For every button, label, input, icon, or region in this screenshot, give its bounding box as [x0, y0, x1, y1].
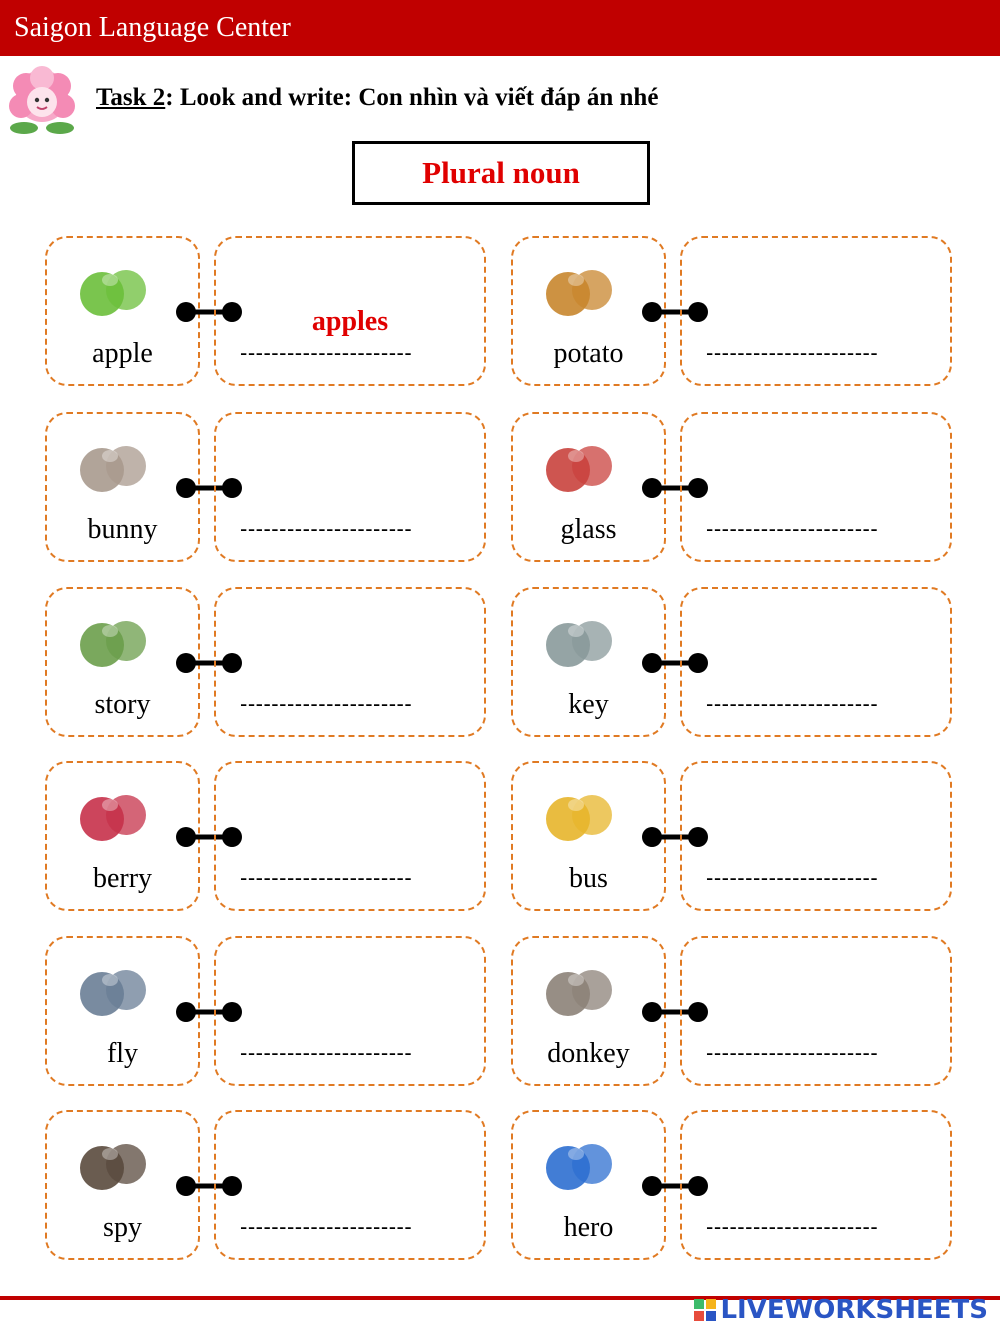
word-label: hero: [563, 1212, 614, 1243]
section-title-box: [352, 141, 650, 205]
answer-card[interactable]: [680, 587, 952, 737]
answer-input-line[interactable]: ----------------------: [240, 340, 413, 365]
answer-input-line[interactable]: ----------------------: [240, 516, 413, 541]
answer-card[interactable]: [680, 761, 952, 911]
flower-mascot-icon: [4, 66, 80, 138]
section-title: Plural noun: [422, 155, 580, 190]
header-bar: [0, 0, 1000, 56]
word-label: key: [568, 689, 609, 720]
keys-icon: [538, 601, 620, 677]
bunnies-icon: [72, 426, 154, 502]
donkeys-icon: [538, 950, 620, 1026]
header-title: Saigon Language Center: [14, 12, 291, 43]
brand-name: LIVEWORKSHEETS: [720, 1295, 988, 1325]
answer-card[interactable]: [680, 412, 952, 562]
word-label: donkey: [547, 1038, 630, 1069]
answer-card[interactable]: [680, 236, 952, 386]
word-label: fly: [106, 1038, 139, 1069]
word-label: bunny: [87, 514, 158, 545]
answer-input-line[interactable]: ----------------------: [240, 1040, 413, 1065]
answer-card[interactable]: [680, 936, 952, 1086]
answer-input-line[interactable]: ----------------------: [706, 865, 879, 890]
answer-card[interactable]: [214, 1110, 486, 1260]
answer-card[interactable]: [214, 236, 486, 386]
buses-icon: [538, 775, 620, 851]
answer-card[interactable]: [214, 761, 486, 911]
berries-icon: [72, 775, 154, 851]
apples-icon: [72, 250, 154, 326]
answer-input-line[interactable]: ----------------------: [706, 1040, 879, 1065]
spy-icon: [72, 1124, 154, 1200]
answer-input-line[interactable]: ----------------------: [706, 340, 879, 365]
word-label: bus: [569, 863, 608, 894]
answer-input-line[interactable]: ----------------------: [240, 865, 413, 890]
word-label: story: [94, 689, 151, 720]
storybook-icon: [72, 601, 154, 677]
answer-input-line[interactable]: ----------------------: [706, 516, 879, 541]
potatoes-icon: [538, 250, 620, 326]
word-label: potato: [553, 338, 624, 369]
footer-brand[interactable]: [694, 1295, 988, 1325]
answer-input-line[interactable]: ----------------------: [706, 1214, 879, 1239]
hero-icon: [538, 1124, 620, 1200]
glasses-icon: [538, 426, 620, 502]
answer-input-line[interactable]: ----------------------: [240, 691, 413, 716]
word-label: berry: [92, 863, 153, 894]
answer-input-line[interactable]: ----------------------: [240, 1214, 413, 1239]
answer-input-line[interactable]: ----------------------: [706, 691, 879, 716]
word-label: glass: [560, 514, 617, 545]
task-text: : Look and write: Con nhìn và viết đáp án nhé: [165, 84, 659, 111]
flies-icon: [72, 950, 154, 1026]
answer-card[interactable]: [680, 1110, 952, 1260]
task-number: Task 2: [96, 84, 166, 111]
word-label: spy: [103, 1212, 142, 1243]
answer-text: apples: [311, 306, 389, 337]
answer-card[interactable]: [214, 412, 486, 562]
word-label: apple: [92, 338, 153, 369]
answer-card[interactable]: [214, 936, 486, 1086]
answer-card[interactable]: [214, 587, 486, 737]
task-instruction: [96, 84, 658, 112]
liveworksheets-logo-icon: [694, 1299, 716, 1321]
